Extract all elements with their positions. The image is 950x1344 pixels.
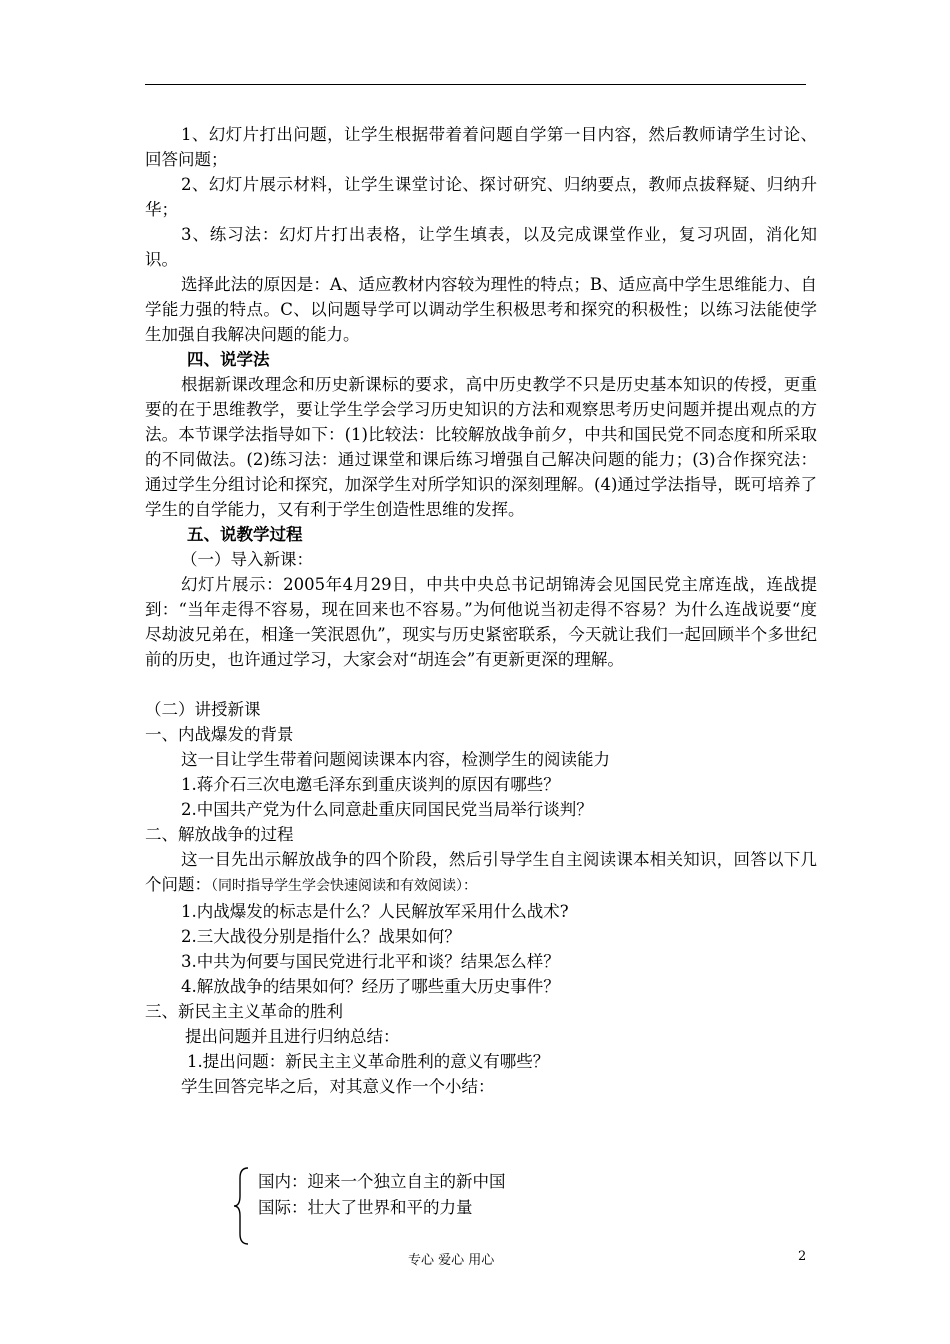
subheading-new-lesson: （二）讲授新课 (145, 700, 261, 719)
paragraph-study-method: 根据新课改理念和历史新课标的要求，高中历史教学不只是历史基本知识的传授，更重要的在于思维教学，要让学生学会学习历史知识的方法和观察思考历史问题并提出观点的方法。本节课学法指导如下：(1)比较法：比较解放战争前夕，中共和国民党不同态度和所采取的不同做法。(2)练习法：通过课堂和课后练习增强自己解决问题的能力；(3)合作探究法：通过学生分组讨论和探究，加深学生对所学知识的深刻理解。(4)通过学法指导，既可培养了学生的自学能力，又有利于学生创造性思维的发挥。 (145, 375, 817, 519)
page-number: 2 (798, 1249, 807, 1264)
paragraph-method-2: 2、幻灯片展示材料，让学生课堂讨论、探讨研究、归纳要点，教师点拔释疑、归纳升华； (145, 175, 817, 219)
topic-1-question-1: 1.蒋介石三次电邀毛泽东到重庆谈判的原因有哪些？ (181, 775, 560, 794)
topic-3-summary-intro: 学生回答完毕之后，对其意义作一个小结： (181, 1077, 495, 1096)
topic-1-question-2: 2.中国共产党为什么同意赴重庆同国民党当局举行谈判？ (181, 800, 593, 819)
paragraph-introduction: 幻灯片展示：2005年4月29日，中共中央总书记胡锦涛会见国民党主席连战，连战提到：“当年走得不容易，现在回来也不容易。”为何他说当初走得不容易？为什么连战说要“度尽劫波兄弟在，相逢一笑泯恩仇”，现实与历史紧密联系，今天就让我们一起回顾半个多世纪前的历史，也许通过学习，大家会对“胡连会”有更新更深的理解。 (145, 575, 817, 669)
significance-summary (232, 1166, 612, 1246)
topic-3-question-1: 1.提出问题：新民主主义革命胜利的意义有哪些？ (187, 1052, 550, 1071)
topic-heading-2: 二、解放战争的过程 (145, 825, 294, 844)
paragraph-method-reason: 选择此法的原因是：A、适应教材内容较为理性的特点；B、适应高中学生思维能力、自学能力强的特点。C、以问题导学可以调动学生积极思考和探究的积极性；以练习法能使学生加强自我解决问题的能力。 (145, 275, 817, 344)
document-body (145, 122, 817, 1099)
topic-2-question-4: 4.解放战争的结果如何？经历了哪些重大历史事件？ (181, 977, 560, 996)
subheading-introduction: （一）导入新课： (181, 550, 313, 569)
topic-1-intro: 这一目让学生带着问题阅读课本内容，检测学生的阅读能力 (181, 750, 610, 769)
summary-domestic: 国内：迎来一个独立自主的新中国 (258, 1172, 506, 1191)
topic-2-question-1: 1.内战爆发的标志是什么？人民解放军采用什么战术? (181, 902, 569, 921)
topic-2-question-3: 3.中共为何要与国民党进行北平和谈？结果怎么样？ (181, 952, 560, 971)
header-rule (145, 84, 806, 85)
left-brace-icon (232, 1166, 252, 1246)
section-heading-teaching-process: 五、说教学过程 (187, 525, 303, 544)
topic-heading-3: 三、新民主主义革命的胜利 (145, 1002, 343, 1021)
topic-3-intro: 提出问题并且进行归纳总结： (185, 1027, 400, 1046)
paragraph-method-1: 1、幻灯片打出问题，让学生根据带着着问题自学第一目内容，然后教师请学生讨论、回答问题； (145, 125, 817, 169)
spacer (145, 672, 817, 697)
paragraph-method-3: 3、练习法：幻灯片打出表格，让学生填表，以及完成课堂作业，复习巩固，消化知识。 (145, 225, 817, 269)
topic-2-intro-text: 这一目先出示解放战争的四个阶段，然后引导学生自主阅读课本相关知识，回答以下几个问题： (145, 850, 817, 894)
footer-motto: 专心 爱心 用心 (408, 1253, 495, 1268)
summary-international: 国际：壮大了世界和平的力量 (258, 1198, 473, 1217)
topic-heading-1: 一、内战爆发的背景 (145, 725, 294, 744)
topic-2-question-2: 2.三大战役分别是指什么？战果如何？ (181, 927, 461, 946)
section-heading-study-method: 四、说学法 (187, 350, 270, 369)
topic-2-intro (145, 847, 817, 899)
topic-2-intro-note: （同时指导学生学会快速阅读和有效阅读）： (211, 878, 477, 894)
